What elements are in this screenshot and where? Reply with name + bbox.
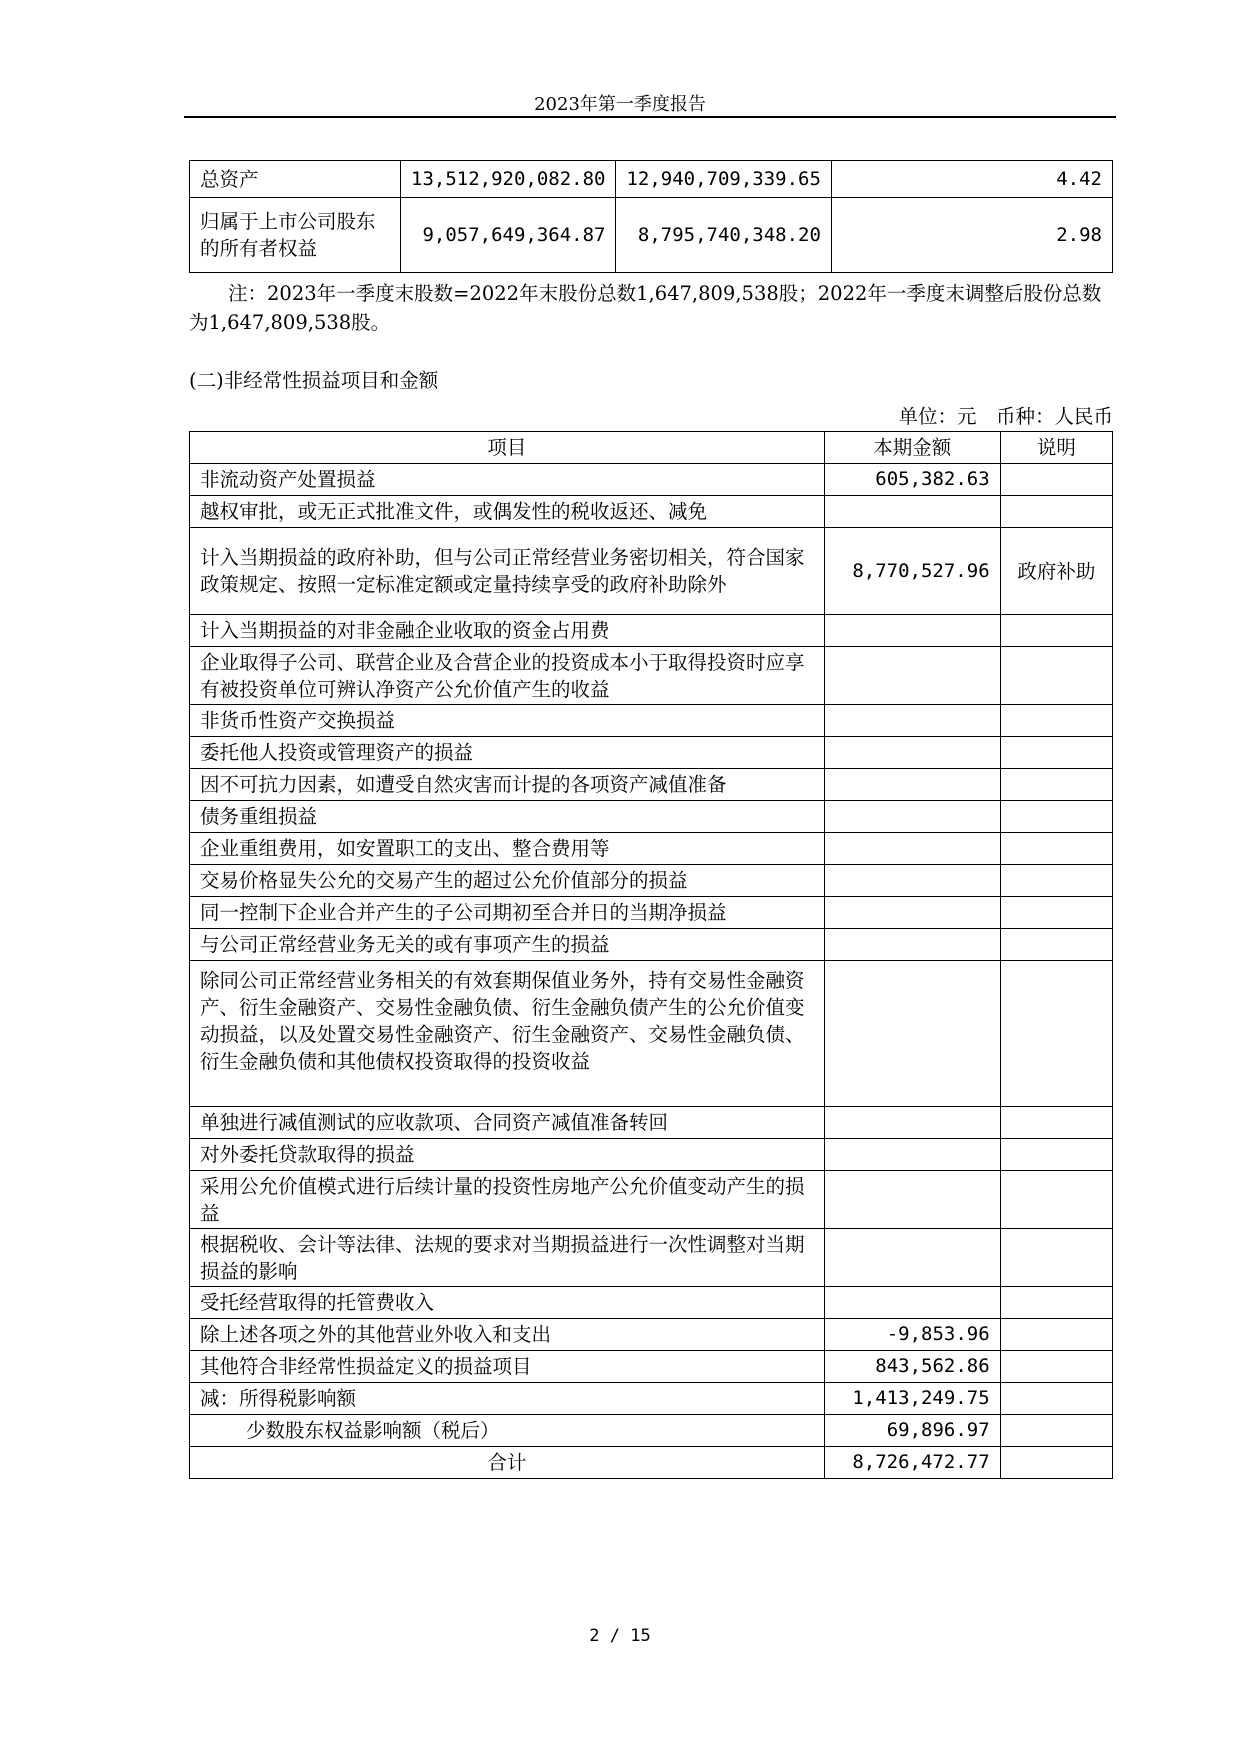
table-row xyxy=(190,464,1113,496)
table-row xyxy=(190,801,1113,833)
item-amount: 605,382.63 xyxy=(824,464,1000,496)
table-row xyxy=(190,161,1113,198)
item-label: 采用公允价值模式进行后续计量的投资性房地产公允价值变动产生的损益 xyxy=(190,1171,825,1229)
table-row xyxy=(190,737,1113,769)
item-label: 计入当期损益的对非金融企业收取的资金占用费 xyxy=(190,615,825,647)
item-note xyxy=(1000,1415,1112,1447)
table-row xyxy=(190,496,1113,528)
table-body xyxy=(190,464,1113,1479)
item-amount xyxy=(824,737,1000,769)
item-label: 除上述各项之外的其他营业外收入和支出 xyxy=(190,1319,825,1351)
table-row xyxy=(190,647,1113,705)
item-amount xyxy=(824,1229,1000,1287)
current-value: 13,512,920,082.80 xyxy=(401,161,616,198)
table-row xyxy=(190,1415,1113,1447)
item-note xyxy=(1000,1171,1112,1229)
item-note xyxy=(1000,961,1112,1107)
header-item: 项目 xyxy=(190,432,825,464)
item-amount xyxy=(824,705,1000,737)
table-row xyxy=(190,528,1113,615)
item-label: 合计 xyxy=(190,1447,825,1479)
table-row xyxy=(190,833,1113,865)
item-note xyxy=(1000,897,1112,929)
section-title: (二)非经常性损益项目和金额 xyxy=(189,369,439,392)
change-percent: 4.42 xyxy=(831,161,1112,198)
item-label: 少数股东权益影响额（税后） xyxy=(190,1415,825,1447)
item-label: 非货币性资产交换损益 xyxy=(190,705,825,737)
item-label: 根据税收、会计等法律、法规的要求对当期损益进行一次性调整对当期损益的影响 xyxy=(190,1229,825,1287)
item-amount xyxy=(824,496,1000,528)
table-row xyxy=(190,929,1113,961)
previous-value: 8,795,740,348.20 xyxy=(616,198,831,273)
item-amount xyxy=(824,1287,1000,1319)
item-note xyxy=(1000,1383,1112,1415)
item-amount: 69,896.97 xyxy=(824,1415,1000,1447)
balance-summary-table xyxy=(189,160,1113,273)
item-amount xyxy=(824,897,1000,929)
item-note xyxy=(1000,496,1112,528)
row-label: 归属于上市公司股东的所有者权益 xyxy=(190,198,401,273)
item-label: 同一控制下企业合并产生的子公司期初至合并日的当期净损益 xyxy=(190,897,825,929)
share-count-note xyxy=(189,279,1113,337)
table-row xyxy=(190,1287,1113,1319)
item-label: 计入当期损益的政府补助，但与公司正常经营业务密切相关，符合国家政策规定、按照一定标准定额或定量持续享受的政府补助除外 xyxy=(190,528,825,615)
item-label: 交易价格显失公允的交易产生的超过公允价值部分的损益 xyxy=(190,865,825,897)
table-row xyxy=(190,1139,1113,1171)
item-amount xyxy=(824,801,1000,833)
item-note xyxy=(1000,1107,1112,1139)
item-note xyxy=(1000,1319,1112,1351)
item-note xyxy=(1000,833,1112,865)
item-label: 单独进行减值测试的应收款项、合同资产减值准备转回 xyxy=(190,1107,825,1139)
note-text: 注：2023年一季度末股数=2022年末股份总数1,647,809,538股；2022年一季度末调整后股份总数为1,647,809,538股。 xyxy=(189,282,1102,334)
item-note xyxy=(1000,705,1112,737)
item-note xyxy=(1000,464,1112,496)
item-amount xyxy=(824,865,1000,897)
table-row xyxy=(190,865,1113,897)
header-note: 说明 xyxy=(1000,432,1112,464)
table-row xyxy=(190,769,1113,801)
item-note xyxy=(1000,801,1112,833)
current-value: 9,057,649,364.87 xyxy=(401,198,616,273)
item-label: 企业取得子公司、联营企业及合营企业的投资成本小于取得投资时应享有被投资单位可辨认净资产公允价值产生的收益 xyxy=(190,647,825,705)
item-label: 越权审批，或无正式批准文件，或偶发性的税收返还、减免 xyxy=(190,496,825,528)
item-amount xyxy=(824,1171,1000,1229)
item-label: 其他符合非经常性损益定义的损益项目 xyxy=(190,1351,825,1383)
item-note xyxy=(1000,647,1112,705)
item-note xyxy=(1000,1229,1112,1287)
item-amount xyxy=(824,1139,1000,1171)
item-note: 政府补助 xyxy=(1000,528,1112,615)
item-label: 受托经营取得的托管费收入 xyxy=(190,1287,825,1319)
page-number: 2 / 15 xyxy=(589,1626,651,1646)
unit-currency-line: 单位：元 币种：人民币 xyxy=(898,405,1113,428)
item-amount xyxy=(824,929,1000,961)
item-label: 委托他人投资或管理资产的损益 xyxy=(190,737,825,769)
table-row xyxy=(190,1351,1113,1383)
table-row xyxy=(190,1171,1113,1229)
item-amount xyxy=(824,615,1000,647)
table-row xyxy=(190,705,1113,737)
item-amount: 1,413,249.75 xyxy=(824,1383,1000,1415)
item-note xyxy=(1000,1351,1112,1383)
table-header-row xyxy=(190,432,1113,464)
table-row xyxy=(190,615,1113,647)
item-amount: 8,726,472.77 xyxy=(824,1447,1000,1479)
table-row xyxy=(190,1319,1113,1351)
item-amount: 8,770,527.96 xyxy=(824,528,1000,615)
table-row xyxy=(190,961,1113,1107)
change-percent: 2.98 xyxy=(831,198,1112,273)
item-label: 因不可抗力因素，如遭受自然灾害而计提的各项资产减值准备 xyxy=(190,769,825,801)
table-row xyxy=(190,1229,1113,1287)
table-row xyxy=(190,897,1113,929)
item-label: 企业重组费用，如安置职工的支出、整合费用等 xyxy=(190,833,825,865)
header-divider xyxy=(184,116,1116,118)
table-row xyxy=(190,1383,1113,1415)
item-note xyxy=(1000,1139,1112,1171)
previous-value: 12,940,709,339.65 xyxy=(616,161,831,198)
item-amount xyxy=(824,833,1000,865)
header-amount: 本期金额 xyxy=(824,432,1000,464)
item-label: 债务重组损益 xyxy=(190,801,825,833)
report-header-title: 2023年第一季度报告 xyxy=(534,94,706,115)
table-row xyxy=(190,198,1113,273)
item-note xyxy=(1000,865,1112,897)
item-note xyxy=(1000,1287,1112,1319)
item-amount xyxy=(824,769,1000,801)
item-label: 对外委托贷款取得的损益 xyxy=(190,1139,825,1171)
item-amount xyxy=(824,647,1000,705)
item-amount xyxy=(824,1107,1000,1139)
row-label: 总资产 xyxy=(190,161,401,198)
item-amount: 843,562.86 xyxy=(824,1351,1000,1383)
item-label: 减：所得税影响额 xyxy=(190,1383,825,1415)
table-row xyxy=(190,1107,1113,1139)
item-note xyxy=(1000,769,1112,801)
item-note xyxy=(1000,737,1112,769)
item-amount xyxy=(824,961,1000,1107)
item-amount: -9,853.96 xyxy=(824,1319,1000,1351)
item-label: 与公司正常经营业务无关的或有事项产生的损益 xyxy=(190,929,825,961)
non-recurring-items-table xyxy=(189,431,1113,1479)
item-note xyxy=(1000,615,1112,647)
table-row xyxy=(190,1447,1113,1479)
item-label: 除同公司正常经营业务相关的有效套期保值业务外，持有交易性金融资产、衍生金融资产、交易性金融负债、衍生金融负债产生的公允价值变动损益，以及处置交易性金融资产、衍生金融资产、交易性金融负债、衍生金融负债和其他债权投资取得的投资收益 xyxy=(190,961,825,1107)
item-note xyxy=(1000,1447,1112,1479)
item-label: 非流动资产处置损益 xyxy=(190,464,825,496)
item-note xyxy=(1000,929,1112,961)
